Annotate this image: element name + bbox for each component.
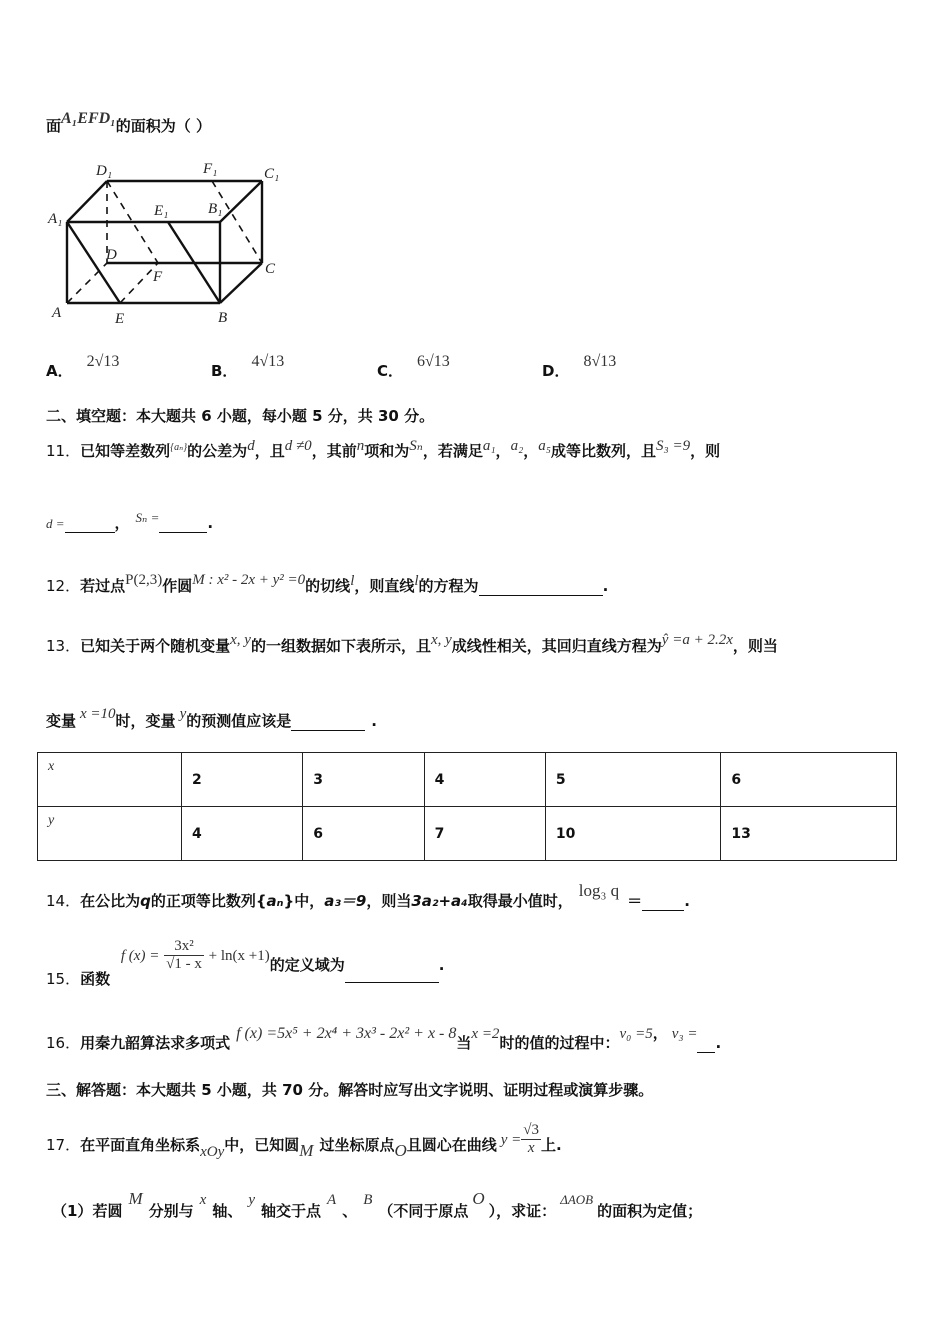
q11-blank-sn[interactable] — [159, 518, 207, 533]
q16-stem: 16．用秦九韶算法求多项式f (x) =5x⁵ + 2x⁴ + 3x³ - 2x² + x - 8当x =2时的值的过程中：v₀ =5， v₃ = . — [46, 1024, 722, 1052]
q11-answer-line: d = ， Sₙ = . — [46, 510, 214, 532]
q13-stem-line2: 变量 x =10时，变量 y的预测值应该是 . — [46, 706, 377, 730]
option-d[interactable]: D．8√13 — [542, 353, 617, 380]
table-row-y — [38, 807, 897, 861]
q10-stem: 面A₁EFD₁的面积为（ ） — [46, 110, 211, 135]
q15-stem: 15．函数 f (x) = $\frac{\text{3x²}}{√1 - x}$ + ln(x +1)的定义域为 . — [46, 938, 445, 988]
option-a[interactable]: A．2√13 — [46, 353, 120, 380]
table-cell: 6 — [303, 807, 424, 861]
label-f1: F₁ — [203, 161, 218, 177]
q14-stem: 14．在公比为q的正项等比数列{aₙ}中，a₃＝9，则当3a₂+a₄取得最小值时，log₃ q＝ . — [46, 881, 690, 910]
q11-blank-d[interactable] — [65, 518, 115, 533]
q17-part1: （1）若圆M分别与x轴、y轴交于点A、B（不同于原点O），求证：ΔAOB的面积为定值； — [52, 1189, 703, 1220]
q17-stem: 17．在平面直角坐标系xOy中，已知圆M 过坐标原点O且圆心在曲线 y = $\frac{√3}{x}$ 上. — [46, 1122, 562, 1160]
label-e: E — [115, 311, 125, 327]
q13-blank[interactable] — [291, 716, 365, 731]
label-f: F — [153, 269, 163, 285]
table-cell: 13 — [721, 807, 897, 861]
q12-blank[interactable] — [479, 581, 603, 596]
label-d: D — [106, 247, 117, 263]
table-cell: 3 — [303, 753, 424, 807]
table-cell-y-label: y — [38, 807, 182, 861]
table-cell: 6 — [721, 753, 897, 807]
section-3-heading: 三、解答题：本大题共 5 小题，共 70 分。解答时应写出文字说明、证明过程或演算步骤。 — [46, 1081, 654, 1099]
cuboid-figure — [40, 155, 300, 330]
label-e1: E₁ — [154, 203, 169, 219]
option-b[interactable]: B．4√13 — [211, 353, 285, 380]
q15-fraction: $\frac{\text{3x²}}{√1 - x}$ — [166, 938, 202, 972]
label-c: C — [265, 261, 276, 277]
table-row-x — [38, 753, 897, 807]
data-table — [37, 752, 897, 861]
table-cell: 10 — [545, 807, 721, 861]
table-cell: 4 — [424, 753, 545, 807]
table-cell: 5 — [545, 753, 721, 807]
q11-stem: 11．已知等差数列$^{\{a_n\}}$的公差为d，且d ≠0，其前n项和为Sₙ，若满足a₁，a₂，a₅成等比数列，且S₃ =9，则 — [46, 438, 721, 460]
option-c[interactable]: C．6√13 — [377, 353, 450, 380]
table-cell: 2 — [182, 753, 303, 807]
label-b1: B₁ — [208, 201, 223, 217]
section-2-heading: 二、填空题：本大题共 6 小题，每小题 5 分，共 30 分。 — [46, 407, 435, 425]
table-cell: 4 — [182, 807, 303, 861]
label-a1: A₁ — [48, 211, 63, 227]
q12-stem: 12．若过点P(2,3)作圆M : x² - 2x + y² =0的切线l，则直线l的方程为 . — [46, 572, 609, 595]
q14-blank[interactable] — [642, 896, 684, 911]
q17-curve-fraction: $\frac{√3}{x}$ — [523, 1122, 540, 1156]
table-cell-x-label: x — [38, 753, 182, 807]
label-d1: D₁ — [96, 163, 113, 179]
plane-label: A₁EFD₁ — [61, 110, 116, 127]
label-a: A — [52, 305, 62, 321]
table-cell: 7 — [424, 807, 545, 861]
label-c1: C₁ — [264, 166, 280, 182]
label-b: B — [218, 310, 228, 326]
q13-stem: 13．已知关于两个随机变量x, y的一组数据如下表所示，且x, y成线性相关，其回归直线方程为ŷ =a + 2.2x，则当 — [46, 632, 778, 655]
q15-blank[interactable] — [345, 968, 439, 983]
q16-blank[interactable] — [697, 1038, 715, 1053]
